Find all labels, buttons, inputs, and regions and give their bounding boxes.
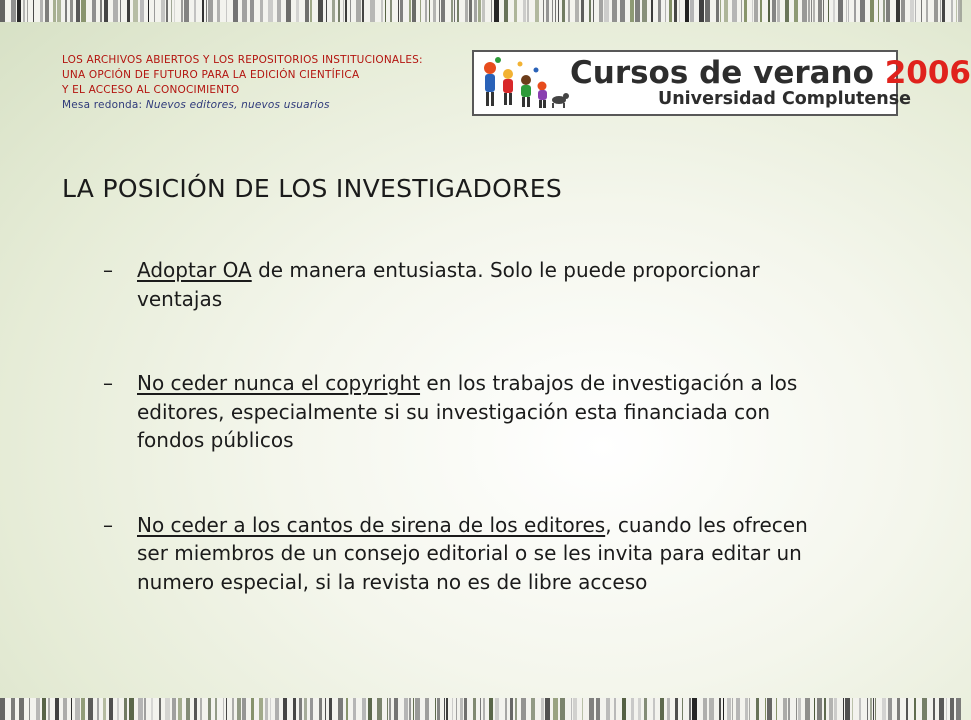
bullet-editors — [103, 511, 843, 597]
bullet-text: de manera entusiasta. Solo le puede proporcionar ventajas — [137, 258, 760, 311]
logo-title-text: Cursos de verano — [570, 55, 885, 91]
bullet-list — [103, 256, 843, 596]
bullet-dash: – — [103, 371, 113, 395]
children-illustration-icon — [476, 54, 572, 114]
roundtable-label: Mesa redonda: — [62, 99, 146, 111]
bullet-text: en los trabajos de investigación a los editores, especialmente si su investigación esta financiada con fondos públicos — [137, 371, 798, 452]
adoptar-oa-link[interactable]: Adoptar OA — [137, 258, 252, 282]
bullet-text: , cuando les ofrecen ser miembros de un consejo editorial o se les invita para editar un numero especial, si la revista no es de libre acceso — [137, 512, 808, 594]
bullet-adopt-oa — [103, 256, 843, 313]
slide-title: LA POSICIÓN DE LOS INVESTIGADORES — [62, 174, 563, 203]
header-line-2: UNA OPCIÓN DE FUTURO PARA LA EDICIÓN CIENTÍFICA — [62, 69, 360, 81]
decorative-stripe-bottom — [0, 698, 960, 720]
course-header — [62, 53, 462, 113]
no-ceder-copyright-link[interactable]: No ceder nunca el copyright — [137, 371, 421, 395]
header-line-4 — [62, 98, 462, 113]
no-ceder-cantos-link[interactable]: No ceder a los cantos de sirena de los editores — [137, 512, 606, 537]
logo-year: 2006 — [884, 55, 971, 91]
logo-subtitle: Universidad Complutense — [658, 89, 912, 109]
bullet-dash: – — [103, 512, 113, 537]
roundtable-title: Nuevos editores, nuevos usuarios — [145, 99, 330, 111]
bullet-dash: – — [103, 258, 113, 282]
decorative-stripe-top — [0, 0, 960, 22]
cursos-de-verano-logo — [472, 50, 971, 116]
header-line-1: LOS ARCHIVOS ABIERTOS Y LOS REPOSITORIOS INSTITUCIONALES: — [62, 54, 423, 66]
bullet-copyright — [103, 369, 843, 455]
header-line-3: Y EL ACCESO AL CONOCIMIENTO — [62, 84, 240, 96]
logo-title — [570, 56, 971, 90]
